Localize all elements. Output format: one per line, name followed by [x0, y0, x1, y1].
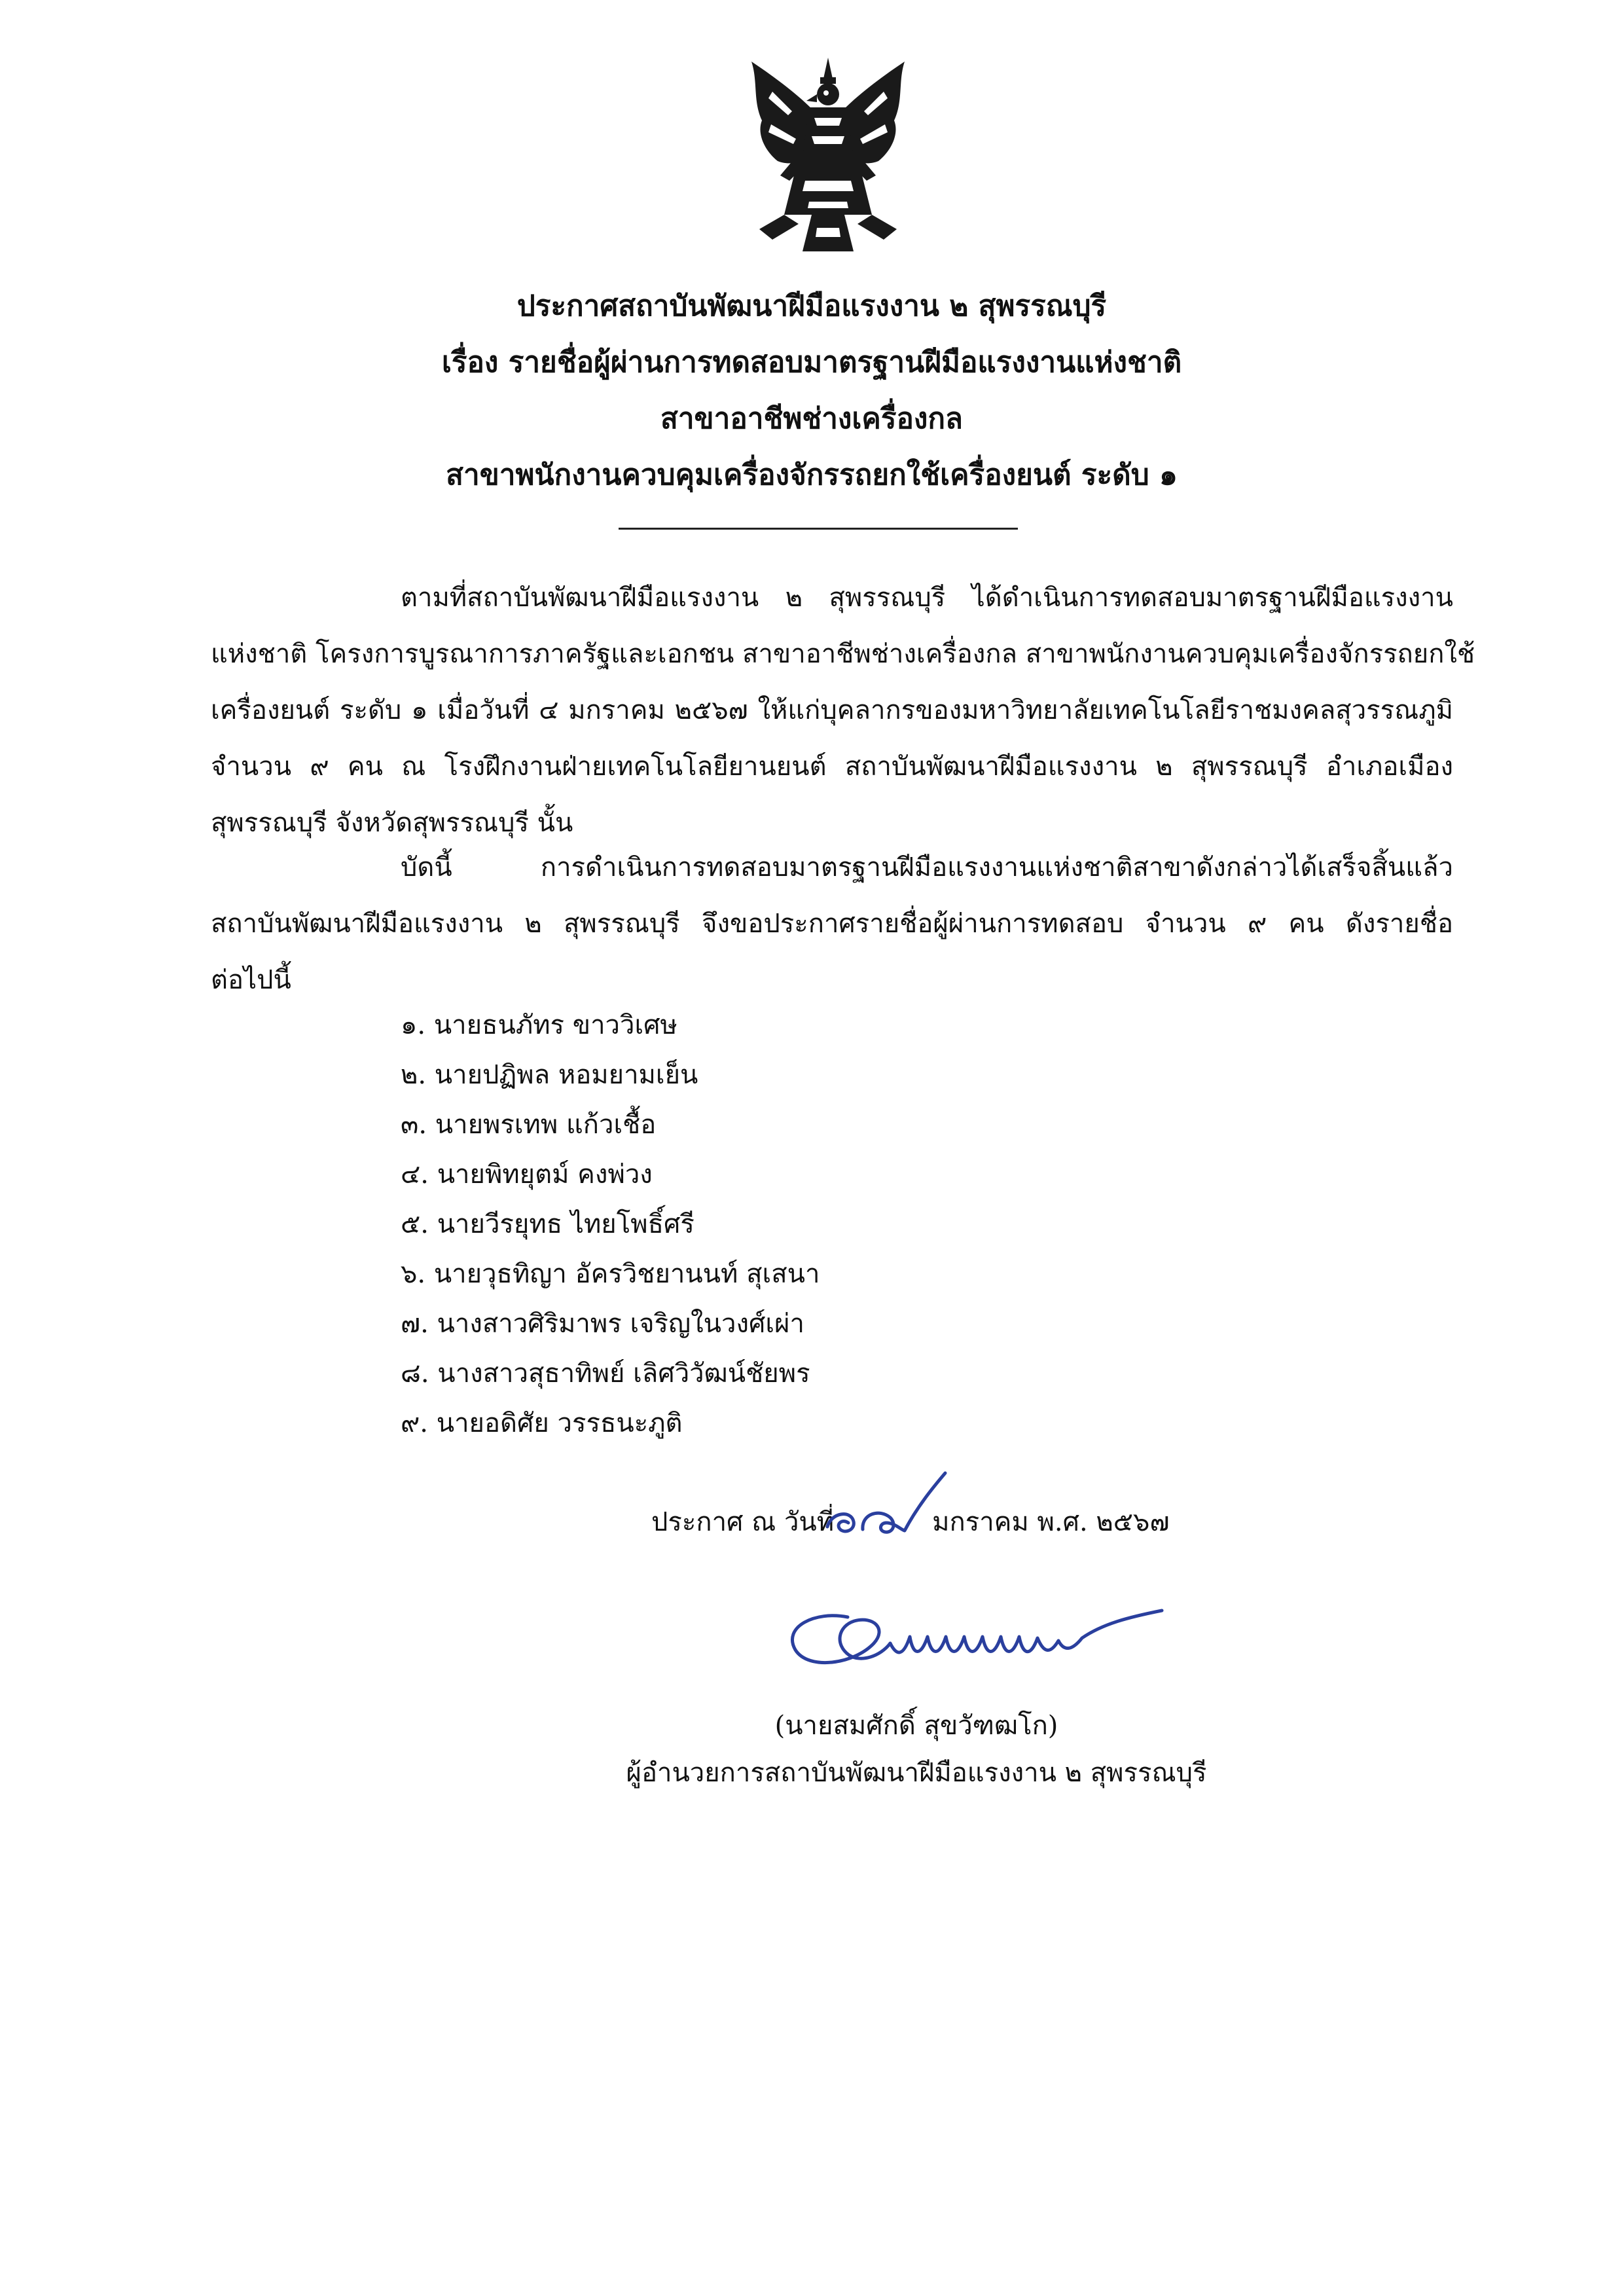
- signature: [776, 1591, 1168, 1689]
- garuda-emblem: [733, 52, 923, 262]
- paragraph-2: [211, 839, 1453, 1008]
- signer-block: [589, 1702, 1244, 1796]
- signer-name: (นายสมศักดิ์ สุขวัฑฒโก): [774, 1711, 1058, 1741]
- signer-position: ผู้อำนวยการสถาบันพัฒนาฝีมือแรงงาน ๒ สุพรรณบุรี: [626, 1758, 1207, 1788]
- list-item: ๑. นายธนภัทร ขาววิเศษ: [401, 1010, 677, 1040]
- title-divider: [619, 528, 1018, 530]
- paragraph-2-line: บัดนี้ การดำเนินการทดสอบมาตรฐานฝีมือแรงงานแห่งชาติสาขาดังกล่าวได้เสร็จสิ้นแล้ว: [401, 852, 1453, 883]
- list-item: ๙. นายอดิศัย วรรธนะภูติ: [401, 1408, 683, 1438]
- paragraph-1-line: สุพรรณบุรี จังหวัดสุพรรณบุรี นั้น: [211, 808, 573, 838]
- list-item: ๕. นายวีรยุทธ ไทยโพธิ์ศรี: [401, 1209, 695, 1239]
- list-item: ๔. นายพิทยุตม์ คงพ่วง: [401, 1159, 653, 1190]
- paragraph-1-line: จำนวน ๙ คน ณ โรงฝึกงานฝ่ายเทคโนโลยียานยนต์ สถาบันพัฒนาฝีมือแรงงาน ๒ สุพรรณบุรี อำเภอเมือง: [211, 752, 1453, 782]
- title-line-3: สาขาอาชีพช่างเครื่องกล: [660, 402, 964, 435]
- paragraph-2-line: สถาบันพัฒนาฝีมือแรงงาน ๒ สุพรรณบุรี จึงขอประกาศรายชื่อผู้ผ่านการทดสอบ จำนวน ๙ คน ดังรายชื่อ: [211, 909, 1453, 939]
- title-block: [196, 278, 1427, 503]
- list-item: ๓. นายพรเทพ แก้วเชื้อ: [401, 1110, 657, 1140]
- paragraph-1-line: แห่งชาติ โครงการบูรณาการภาครัฐและเอกชน สาขาอาชีพช่างเครื่องกล สาขาพนักงานควบคุมเครื่องจักรรถยกใช้: [211, 639, 1475, 669]
- list-item: ๖. นายวุธทิญา อัครวิชยานนท์ สุเสนา: [401, 1259, 820, 1289]
- title-line-1: ประกาศสถาบันพัฒนาฝีมือแรงงาน ๒ สุพรรณบุรี: [516, 289, 1107, 323]
- paragraph-1-line: ตามที่สถาบันพัฒนาฝีมือแรงงาน ๒ สุพรรณบุรี ได้ดำเนินการทดสอบมาตรฐานฝีมือแรงงาน: [401, 583, 1453, 613]
- list-item: ๘. นางสาวสุธาทิพย์ เลิศวิวัฒน์ชัยพร: [401, 1358, 810, 1389]
- passed-candidates-list: [401, 1000, 820, 1448]
- paragraph-1-line: เครื่องยนต์ ระดับ ๑ เมื่อวันที่ ๔ มกราคม ๒๕๖๗ ให้แก่บุคลากรของมหาวิทยาลัยเทคโนโลยีราชมงคลสุวรรณภูมิ: [211, 695, 1453, 725]
- paragraph-1: [211, 570, 1475, 851]
- list-item: ๒. นายปฏิพล หอมยามเย็น: [401, 1060, 698, 1090]
- list-item: ๗. นางสาวศิริมาพร เจริญในวงศ์เผ่า: [401, 1309, 804, 1339]
- paragraph-2-line: ต่อไปนี้: [211, 965, 291, 995]
- handwritten-day: [820, 1467, 950, 1545]
- announcement-prefix: ประกาศ ณ วันที่: [651, 1507, 835, 1537]
- announcement-suffix: มกราคม พ.ศ. ๒๕๖๗: [932, 1507, 1170, 1537]
- title-line-2: เรื่อง รายชื่อผู้ผ่านการทดสอบมาตรฐานฝีมือแรงงานแห่งชาติ: [441, 346, 1182, 379]
- title-line-4: สาขาพนักงานควบคุมเครื่องจักรรถยกใช้เครื่องยนต์ ระดับ ๑: [446, 458, 1178, 492]
